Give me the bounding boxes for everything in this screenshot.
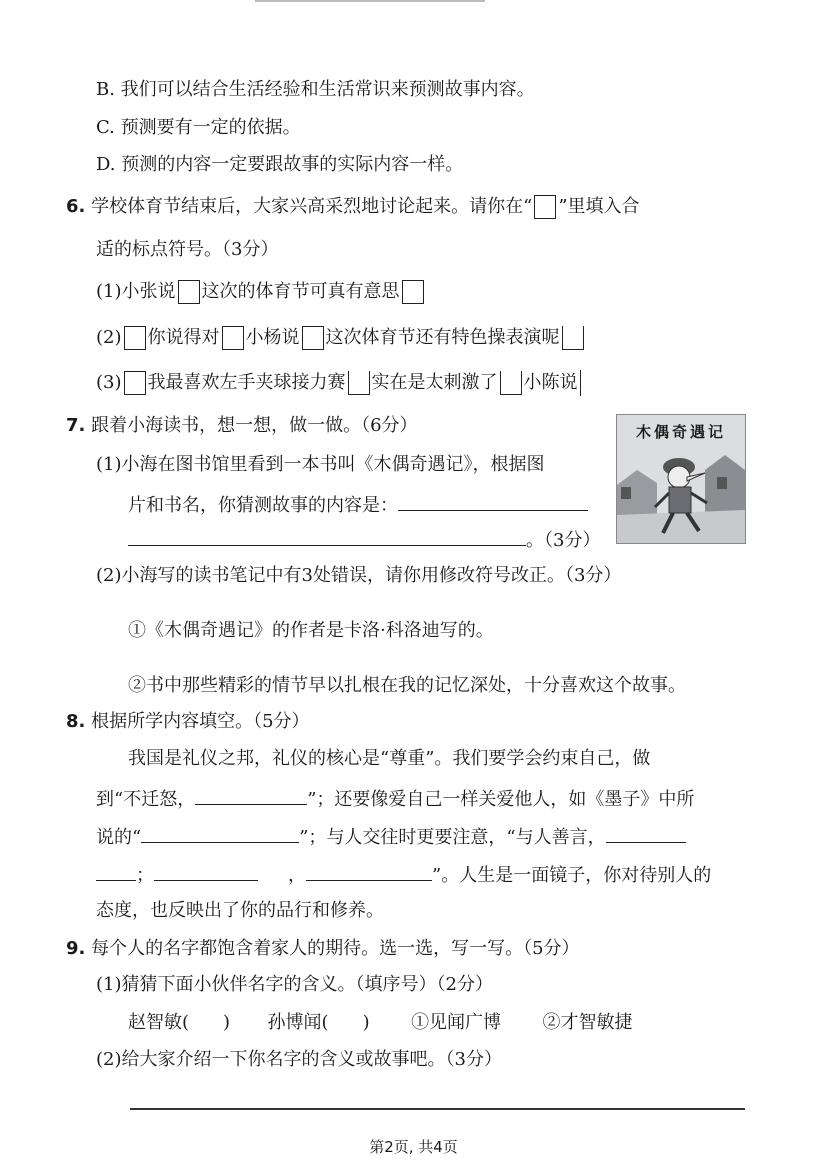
q9-part2: (2)给大家介绍一下你名字的含义或故事吧。（3分） bbox=[96, 1049, 502, 1070]
top-rule bbox=[255, 0, 485, 2]
q9-option-2: ②才智敏捷 bbox=[542, 1012, 633, 1033]
answer-blank[interactable] bbox=[329, 1010, 363, 1028]
q8-stem bbox=[66, 709, 310, 735]
q7-stem-text: 跟着小海读书，想一想，做一做。（6分） bbox=[91, 415, 418, 436]
q5-option-d: D. 预测的内容一定要跟故事的实际内容一样。 bbox=[96, 154, 464, 175]
q6-s1-text-a: 小张说 bbox=[121, 281, 176, 302]
punct-box[interactable] bbox=[580, 370, 581, 396]
q9-name-1: 赵智敏( bbox=[128, 1012, 190, 1033]
q9-paren-close: ) bbox=[223, 1012, 231, 1033]
q6-sentence-3 bbox=[96, 370, 583, 396]
q5-option-b: B. 我们可以结合生活经验和生活常识来预测故事内容。 bbox=[96, 79, 535, 100]
answer-blank[interactable] bbox=[154, 860, 258, 881]
q8-l2-text-b: ”；还要像爱自己一样关爱他人，如《墨子》中所 bbox=[307, 789, 695, 810]
q8-number: 8. bbox=[66, 711, 86, 732]
q9-number: 9. bbox=[66, 938, 86, 959]
q8-line-2 bbox=[96, 784, 694, 810]
answer-blank[interactable] bbox=[189, 1010, 223, 1028]
q9-stem bbox=[66, 936, 580, 962]
answer-line[interactable] bbox=[130, 1108, 745, 1110]
punct-box[interactable] bbox=[402, 280, 424, 304]
q6-s3-text-c: 小陈说 bbox=[523, 372, 578, 393]
answer-blank[interactable] bbox=[306, 860, 432, 881]
punct-box[interactable] bbox=[124, 326, 146, 350]
q7-part1-line1: (1)小海在图书馆里看到一本书叫《木偶奇遇记》，根据图 bbox=[96, 454, 545, 475]
q7-part1-text: 片和书名，你猜测故事的内容是： bbox=[128, 495, 398, 516]
q6-s2-text-c: 这次体育节还有特色操表演呢 bbox=[325, 327, 560, 348]
punct-box[interactable] bbox=[500, 371, 522, 395]
answer-blank[interactable] bbox=[141, 822, 299, 843]
q6-s2-tag: (2) bbox=[96, 327, 122, 348]
punct-box[interactable] bbox=[124, 371, 146, 395]
q8-line-5: 态度，也反映出了你的品行和修养。 bbox=[96, 900, 384, 921]
punct-box[interactable] bbox=[348, 371, 370, 395]
q8-l3-text-b: ”；与人交往时更要注意，“与人善言， bbox=[299, 827, 606, 848]
q6-s2-text-a: 你说得对 bbox=[147, 327, 220, 348]
q8-l4-text-c: ”。人生是一面镜子，你对待别人的 bbox=[432, 865, 712, 886]
q6-stem-b: ”里填入合 bbox=[558, 196, 640, 217]
q9-option-1: ①见闻广博 bbox=[411, 1012, 502, 1033]
q5-option-c: C. 预测要有一定的依据。 bbox=[96, 117, 301, 138]
answer-blank[interactable] bbox=[398, 490, 588, 511]
q6-s1-tag: (1) bbox=[96, 281, 122, 302]
q7-number: 7. bbox=[66, 415, 86, 436]
q8-l4-text-b: ， bbox=[288, 865, 306, 886]
page-footer: 第2页, 共4页 bbox=[369, 1138, 458, 1156]
answer-blank[interactable] bbox=[195, 784, 307, 805]
q6-s3-text-a: 我最喜欢左手夹球接力赛 bbox=[147, 372, 346, 393]
q8-l2-text-a: 到“不迁怒， bbox=[96, 789, 196, 810]
answer-blank[interactable] bbox=[606, 822, 686, 843]
q9-paren-close: ) bbox=[362, 1012, 370, 1033]
punct-box[interactable] bbox=[178, 280, 200, 304]
q6-stem-a: 学校体育节结束后，大家兴高采烈地讨论起来。请你在“ bbox=[91, 196, 533, 217]
q7-part1-score: 。（3分） bbox=[526, 530, 601, 551]
q9-names-row bbox=[128, 1010, 633, 1036]
q7-stem bbox=[66, 413, 418, 439]
q6-sample-box bbox=[534, 195, 556, 219]
q8-line-4 bbox=[96, 860, 711, 886]
q9-name-2: 孙博闻( bbox=[267, 1012, 329, 1033]
q9-part1: (1)猜猜下面小伙伴名字的含义。（填序号）（2分） bbox=[96, 974, 493, 995]
q8-line-1: 我国是礼仪之邦，礼仪的核心是“尊重”。我们要学会约束自己，做 bbox=[128, 748, 651, 769]
q6-s3-tag: (3) bbox=[96, 372, 122, 393]
q8-stem-text: 根据所学内容填空。（5分） bbox=[91, 711, 310, 732]
q7-note-1: ①《木偶奇遇记》的作者是卡洛·科洛迪写的。 bbox=[128, 620, 494, 641]
book-cover-title: 木偶奇遇记 bbox=[635, 423, 726, 441]
q6-stem-line2: 适的标点符号。（3分） bbox=[96, 239, 279, 260]
book-cover-image bbox=[616, 414, 746, 544]
q9-stem-text: 每个人的名字都饱含着家人的期待。选一选，写一写。（5分） bbox=[91, 938, 580, 959]
q8-line-3 bbox=[96, 822, 686, 848]
q6-sentence-2 bbox=[96, 325, 586, 351]
q7-part1-line3 bbox=[128, 525, 600, 551]
q7-part2: (2)小海写的读书笔记中有3处错误，请你用修改符号改正。（3分） bbox=[96, 565, 622, 586]
q6-s1-text-b: 这次的体育节可真有意思 bbox=[201, 281, 400, 302]
q6-s3-text-b: 实在是太刺激了 bbox=[371, 372, 498, 393]
q7-part1-line2 bbox=[128, 490, 588, 516]
punct-box[interactable] bbox=[562, 326, 584, 350]
q6-s2-text-b: 小杨说 bbox=[245, 327, 300, 348]
answer-blank[interactable] bbox=[96, 860, 136, 881]
q6-number: 6. bbox=[66, 196, 86, 217]
q8-l4-text-a: ； bbox=[136, 865, 154, 886]
q7-note-2: ②书中那些精彩的情节早以扎根在我的记忆深处，十分喜欢这个故事。 bbox=[128, 675, 686, 696]
answer-blank[interactable] bbox=[128, 525, 526, 546]
q6-stem-line1 bbox=[66, 194, 640, 220]
punct-box[interactable] bbox=[302, 326, 324, 350]
punct-box[interactable] bbox=[222, 326, 244, 350]
q8-l3-text-a: 说的“ bbox=[96, 827, 142, 848]
q6-sentence-1 bbox=[96, 279, 426, 305]
